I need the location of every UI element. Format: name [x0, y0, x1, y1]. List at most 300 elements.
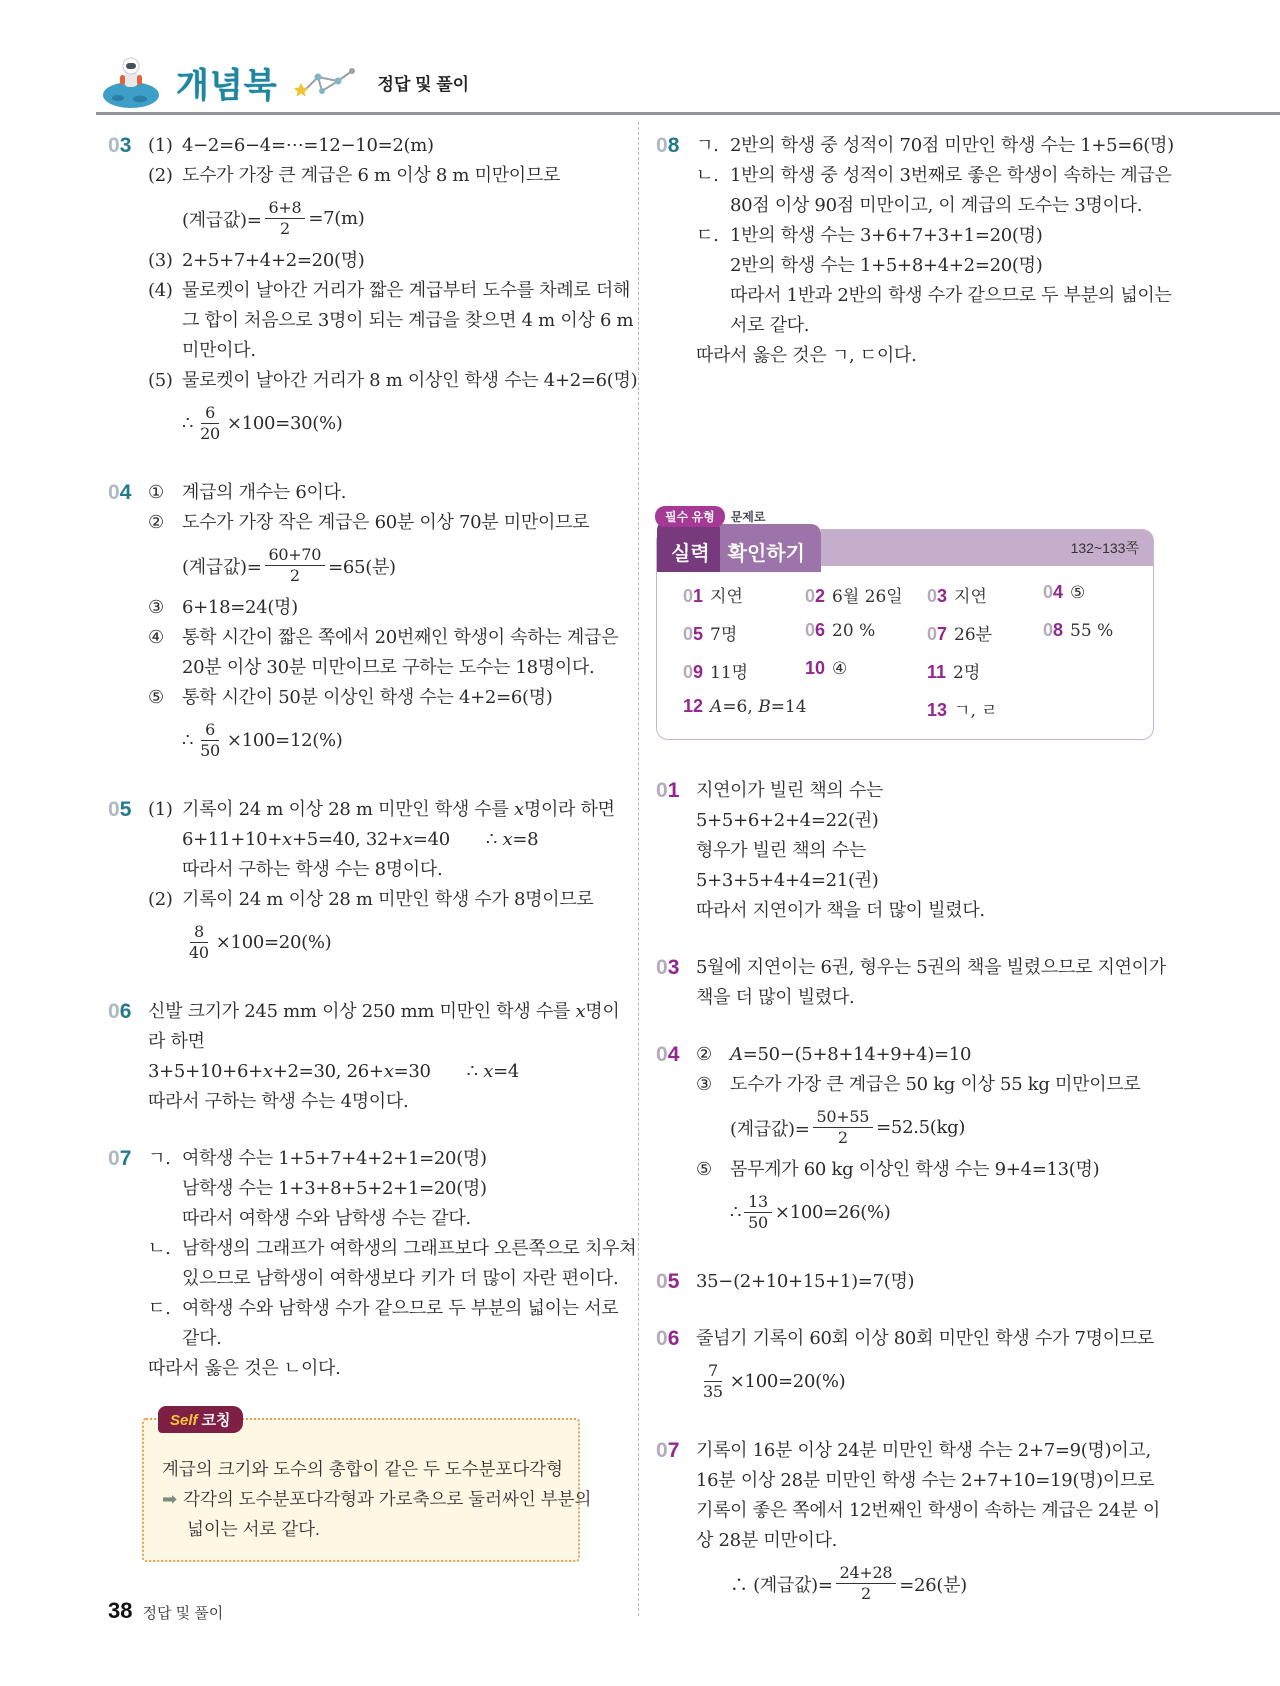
text-segment: ∴ [182, 413, 194, 434]
text-segment: 3+5+10+6+ [148, 1061, 263, 1082]
fraction-denominator: 20 [200, 424, 220, 443]
answer-value [1070, 583, 1085, 603]
number-digit: 0 [108, 1147, 120, 1170]
number-digit: 0 [927, 586, 938, 606]
solution-line [696, 1155, 1168, 1185]
answer-number [683, 586, 703, 606]
answer-item-11 [927, 658, 1043, 683]
answer-value [953, 663, 980, 683]
number-digit: 5 [667, 1270, 680, 1293]
text-segment: 라 하면 [148, 1031, 205, 1052]
math-variable: x [502, 829, 513, 850]
number-digit: 1 [683, 696, 694, 716]
header-rule [96, 112, 1280, 115]
answer-value [832, 659, 847, 679]
fraction-numerator: 7 [704, 1361, 722, 1382]
text-segment: 그 합이 처음으로 3명이 되는 계급을 찾으면 4 m 이상 6 m [182, 310, 634, 331]
solution-line [696, 1070, 1168, 1100]
text-segment: 2+5+7+4+2=20(명) [182, 250, 365, 271]
number-digit: 4 [1053, 582, 1064, 602]
text-segment: 따라서 구하는 학생 수는 4명이다. [148, 1091, 409, 1112]
self-coaching-lines [162, 1454, 592, 1544]
item-label: ③ [148, 597, 164, 618]
math-variable: x [483, 1061, 494, 1082]
solution-line [696, 1496, 1168, 1526]
text-segment: 물로켓이 날아간 거리가 짧은 계급부터 도수를 차례로 더해 [182, 280, 631, 301]
fraction-numerator: 24+28 [836, 1563, 897, 1584]
solution-line [148, 396, 637, 451]
text-segment: 기록이 24 m 이상 28 m 미만인 학생 수를 [182, 799, 514, 820]
problem-body [696, 776, 1168, 926]
text-segment: 지연 [710, 587, 743, 607]
item-label: ㄷ. [696, 225, 719, 246]
text-segment: 따라서 1반과 2반의 학생 수가 같으므로 두 부분의 넓이는 [730, 285, 1172, 306]
solution-line [696, 161, 1174, 191]
solution-line [148, 593, 618, 623]
math-variable: x [575, 1001, 586, 1022]
problem-body [148, 795, 615, 970]
number-digit: 1 [693, 586, 704, 606]
number-digit: 1 [805, 658, 816, 678]
item-label: ㄷ. [148, 1298, 171, 1319]
text-segment: 따라서 지연이가 책을 더 많이 빌렸다. [696, 900, 985, 921]
number-digit: 9 [693, 662, 704, 682]
problem-body [148, 478, 618, 768]
astronaut-logo-icon [100, 55, 162, 109]
item-label: (3) [148, 250, 173, 271]
problem-body [148, 131, 637, 451]
problem-07 [656, 1436, 1168, 1611]
text-segment: 따라서 여학생 수와 남학생 수는 같다. [182, 1208, 471, 1229]
text-segment: ∴ (계급값)= [730, 1574, 833, 1596]
solution-line [148, 1264, 636, 1294]
number-digit: 0 [656, 1439, 668, 1462]
answer-number [1043, 620, 1063, 640]
problem-07 [108, 1144, 637, 1384]
problem-05 [108, 795, 613, 970]
text-segment: ∴ [466, 1061, 484, 1082]
number-digit: 4 [667, 1043, 680, 1066]
constellation-icon [292, 65, 364, 99]
text-segment: 계급의 개수는 6이다. [182, 482, 347, 503]
fraction-denominator: 2 [279, 219, 290, 238]
text-segment: 55 % [1070, 621, 1114, 641]
solution-line [696, 341, 1174, 371]
text-segment: ∴ [730, 1202, 742, 1223]
text-segment: 통학 시간이 짧은 쪽에서 20번째인 학생이 속하는 계급은 [182, 627, 619, 648]
text-segment: 형우가 빌린 책의 수는 [696, 840, 867, 861]
text-segment: 20 % [832, 621, 876, 641]
problem-05 [656, 1267, 1168, 1297]
problem-number [656, 776, 696, 926]
text-segment: 도수가 가장 큰 계급은 6 m 이상 8 m 미만이므로 [182, 165, 561, 186]
item-label: (5) [148, 370, 173, 391]
problem-number [656, 1436, 696, 1611]
answer-box-page-range: 132~133쪽 [821, 530, 1153, 566]
solution-line [696, 1526, 1168, 1556]
text-segment: ∴ [182, 730, 194, 751]
page-header [100, 52, 469, 112]
solution-line [696, 191, 1174, 221]
solution-line [148, 1144, 636, 1174]
text-segment: 16분 이상 28분 미만인 학생 수는 2+7+10=19(명)이므로 [696, 1470, 1155, 1491]
text-segment: 넓이는 서로 같다. [187, 1519, 320, 1539]
problem-body [148, 997, 619, 1117]
answer-number [805, 586, 825, 606]
number-digit: 0 [108, 798, 120, 821]
solution-line [148, 306, 637, 336]
answer-item-12 [683, 696, 927, 721]
text-segment: ⑤ [1070, 583, 1086, 603]
text-segment: 도수가 가장 작은 계급은 60분 이상 70분 미만이므로 [182, 512, 590, 533]
answer-value [832, 621, 875, 641]
problem-03 [656, 953, 1168, 1013]
solution-line [148, 653, 618, 683]
text-segment: (계급값)= [182, 209, 262, 231]
text-segment: 35−(2+10+15+1)=7(명) [696, 1271, 915, 1292]
self-coaching-badge [158, 1406, 243, 1433]
text-segment: 20분 이상 30분 미만이므로 구하는 도수는 18명이다. [182, 657, 595, 678]
text-segment: =6, [722, 697, 759, 717]
answer-number [683, 662, 703, 682]
answer-item-01 [683, 582, 805, 607]
text-segment: 여학생 수는 1+5+7+4+2+1=20(명) [182, 1148, 487, 1169]
answer-number [805, 620, 825, 640]
text-segment: 줄넘기 기록이 60회 이상 80회 미만인 학생 수가 7명이므로 [696, 1328, 1154, 1349]
number-digit: 3 [937, 700, 948, 720]
answer-value [710, 587, 743, 607]
answer-item-10 [805, 658, 927, 683]
fraction [836, 1563, 897, 1604]
solution-line [148, 191, 637, 246]
fraction-denominator: 40 [189, 943, 209, 962]
solution-line [148, 478, 618, 508]
solution-line [148, 825, 615, 855]
text-segment: 지연이가 빌린 책의 수는 [696, 780, 884, 801]
text-segment: =65(분) [328, 556, 396, 578]
item-label: ② [148, 512, 164, 533]
text-segment: 따라서 옳은 것은 ㄴ이다. [148, 1358, 341, 1379]
problem-number [656, 1040, 696, 1240]
item-label: (1) [148, 135, 173, 156]
text-segment: 따라서 구하는 학생 수는 8명이다. [182, 859, 443, 880]
right-column [656, 131, 1174, 1638]
solution-line [696, 953, 1168, 983]
number-digit: 3 [119, 134, 132, 157]
number-digit: 8 [667, 134, 680, 157]
number-digit: 4 [119, 481, 132, 504]
number-digit: 0 [683, 586, 694, 606]
answer-value [710, 697, 807, 717]
text-segment: 1반의 학생 중 성적이 3번째로 좋은 학생이 속하는 계급은 [730, 165, 1172, 186]
text-segment: ×100=30(%) [226, 413, 343, 434]
text-segment: 통학 시간이 50분 이상인 학생 수는 4+2=6(명) [182, 687, 553, 708]
problem-06 [656, 1324, 1168, 1409]
answer-number [683, 624, 703, 644]
problem-number [656, 1267, 696, 1297]
answer-box-tags [655, 506, 765, 527]
number-digit: 6 [815, 620, 826, 640]
number-digit: 3 [667, 956, 680, 979]
brand-title: 개념북 [176, 66, 278, 105]
solution-line [696, 983, 1168, 1013]
solution-line [696, 311, 1174, 341]
answer-box-tag-suffix: 문제로 [730, 510, 766, 524]
number-digit: 7 [119, 1147, 132, 1170]
fraction [699, 1361, 727, 1402]
solution-line [148, 1324, 636, 1354]
text-segment: 7명 [710, 625, 738, 645]
solution-line [148, 997, 619, 1027]
text-segment: 기록이 16분 이상 24분 미만인 학생 수는 2+7=9(명)이고, [696, 1440, 1151, 1461]
answer-value [832, 587, 903, 607]
number-digit: 5 [119, 798, 132, 821]
problem-08 [656, 131, 1174, 371]
text-segment: 신발 크기가 245 mm 이상 250 mm 미만인 학생 수를 [148, 1001, 576, 1022]
text-segment: ×100=26(%) [774, 1202, 891, 1223]
text-segment: 책을 더 많이 빌렸다. [696, 987, 855, 1008]
fraction-numerator: 6+8 [265, 198, 306, 219]
number-digit: 0 [656, 779, 668, 802]
text-segment: (계급값)= [730, 1118, 810, 1140]
text-segment: 같다. [182, 1328, 222, 1349]
fraction-denominator: 50 [200, 741, 220, 760]
right-top-problems [656, 131, 1174, 371]
solution-line [148, 366, 637, 396]
solution-line [696, 1324, 1168, 1354]
text-segment: 명이라 하면 [523, 799, 615, 820]
fraction-numerator: 13 [744, 1192, 772, 1213]
solution-line [696, 806, 1168, 836]
number-digit: 0 [656, 1270, 668, 1293]
math-variable: x [383, 1061, 394, 1082]
fraction [196, 720, 224, 761]
number-digit: 1 [936, 662, 947, 682]
number-digit: 0 [108, 481, 120, 504]
item-label: ⑤ [148, 687, 164, 708]
number-digit: 3 [937, 586, 948, 606]
math-variable: A [710, 697, 723, 717]
solution-line [148, 795, 615, 825]
fraction [265, 198, 306, 239]
number-digit: 0 [683, 624, 694, 644]
math-variable: x [402, 829, 413, 850]
answer-number [927, 586, 947, 606]
text-segment: =14 [770, 697, 807, 717]
problem-number [108, 131, 148, 451]
text-segment: =50−(5+8+14+9+4)=10 [742, 1044, 972, 1065]
number-digit: 0 [805, 586, 816, 606]
problem-01 [656, 776, 1168, 926]
answer-item-09 [683, 658, 805, 683]
text-segment: ④ [832, 659, 848, 679]
fraction-numerator: 6 [201, 720, 219, 741]
solution-line [148, 1354, 636, 1384]
fraction-numerator: 50+55 [813, 1107, 874, 1128]
self-badge-ko: 코칭 [201, 1412, 231, 1429]
text-segment: =52.5(kg) [876, 1117, 966, 1138]
problem-number [656, 953, 696, 1013]
item-label: ① [148, 482, 164, 503]
math-variable: A [730, 1044, 743, 1065]
text-segment: ×100=20(%) [215, 932, 332, 953]
solution-line [696, 1185, 1168, 1240]
left-column [108, 131, 638, 1562]
text-segment: 기록이 24 m 이상 28 m 미만인 학생 수가 8명이므로 [182, 889, 594, 910]
solution-line [148, 713, 618, 768]
column-divider [638, 122, 639, 1616]
answer-box-title-1: 실력 [657, 520, 720, 572]
item-label: ② [696, 1044, 712, 1065]
problem-03 [108, 131, 638, 451]
problem-body [696, 1040, 1168, 1240]
solution-line [148, 161, 637, 191]
answer-value [954, 701, 998, 721]
answer-number [927, 700, 947, 720]
solution-line [696, 1466, 1168, 1496]
solution-line [148, 1027, 619, 1057]
text-segment: ×100=12(%) [226, 730, 343, 751]
text-segment: 지연 [954, 587, 987, 607]
solution-line [696, 1556, 1168, 1611]
doc-title: 정답 및 풀이 [377, 74, 470, 94]
text-segment: 남학생의 그래프가 여학생의 그래프보다 오른쪽으로 치우쳐 [182, 1238, 637, 1259]
text-segment: 각각의 도수분포다각형과 가로축으로 둘러싸인 부분의 [183, 1489, 592, 1509]
text-segment: =8 [512, 829, 539, 850]
solution-line [148, 623, 618, 653]
text-segment: 따라서 옳은 것은 ㄱ, ㄷ이다. [696, 345, 917, 366]
answer-box-header [657, 530, 1153, 566]
solution-line [162, 1454, 564, 1484]
math-variable: x [514, 799, 524, 820]
text-segment: 5+5+6+2+4=22(권) [696, 810, 879, 831]
solution-line [148, 508, 618, 538]
solution-line [148, 1174, 636, 1204]
number-digit: 0 [805, 620, 816, 640]
text-segment: (계급값)= [182, 556, 262, 578]
number-digit: 0 [1043, 620, 1054, 640]
number-digit: 0 [656, 956, 668, 979]
item-label: ⑤ [696, 1159, 712, 1180]
problem-body [696, 131, 1174, 371]
answer-box-title-2: 확인하기 [720, 524, 821, 572]
answer-item-03 [927, 582, 1043, 607]
item-label: ㄴ. [696, 165, 719, 186]
text-segment: 도수가 가장 큰 계급은 50 kg 이상 55 kg 미만이므로 [730, 1074, 1141, 1095]
text-segment: 6+18=24(명) [182, 597, 298, 618]
solution-line [696, 866, 1168, 896]
item-label: ㄴ. [148, 1238, 171, 1259]
answer-grid [657, 566, 1153, 739]
answer-check-box [656, 510, 1154, 740]
number-digit: 0 [1043, 582, 1054, 602]
text-segment: 80점 이상 90점 미만이고, 이 계급의 도수는 3명이다. [730, 195, 1143, 216]
fraction-denominator: 2 [861, 1584, 871, 1603]
text-segment: 1반의 학생 수는 3+6+7+3+1=20(명) [730, 225, 1043, 246]
text-segment: 6+11+10+ [182, 829, 283, 850]
solution-line [696, 281, 1174, 311]
number-digit: 8 [1053, 620, 1064, 640]
number-digit: 5 [693, 624, 704, 644]
answer-value [710, 663, 748, 683]
text-segment: 11명 [710, 663, 749, 683]
number-digit: 1 [927, 700, 938, 720]
fraction [196, 403, 224, 444]
math-variable: B [758, 697, 771, 717]
text-segment: 기록이 좋은 쪽에서 12번째인 학생이 속하는 계급은 24분 이 [696, 1500, 1160, 1521]
problem-number [108, 795, 148, 970]
fraction-numerator: 6 [201, 403, 219, 424]
number-digit: 0 [927, 624, 938, 644]
solution-line [148, 1204, 636, 1234]
solution-line [696, 1267, 1168, 1297]
problem-06 [108, 997, 620, 1117]
fraction-denominator: 2 [837, 1128, 848, 1147]
answer-value [954, 587, 987, 607]
number-digit: 7 [937, 624, 948, 644]
footer-label: 정답 및 풀이 [142, 1605, 224, 1622]
fraction [185, 922, 213, 963]
problem-04 [108, 478, 619, 768]
solution-line [696, 221, 1174, 251]
fraction [813, 1107, 874, 1148]
item-label: ③ [696, 1074, 712, 1095]
right-problems [656, 776, 1168, 1611]
answer-number [927, 662, 946, 682]
answer-value [954, 625, 992, 645]
text-segment: 있으므로 남학생이 여학생보다 키가 더 많이 자란 편이다. [182, 1268, 619, 1289]
solution-line [148, 915, 615, 970]
number-digit: 2 [693, 696, 704, 716]
item-label: (4) [148, 280, 173, 301]
number-digit: 0 [656, 134, 668, 157]
answer-item-04 [1043, 582, 1143, 607]
solution-line [148, 1294, 636, 1324]
text-segment: 2반의 학생 수는 1+5+8+4+2=20(명) [730, 255, 1043, 276]
text-segment: 물로켓이 날아간 거리가 8 m 이상인 학생 수는 4+2=6(명) [182, 370, 638, 391]
answer-number [1043, 582, 1063, 602]
item-label: ㄱ. [696, 135, 719, 156]
answer-value [710, 625, 737, 645]
solution-line [696, 1354, 1168, 1409]
text-segment: 상 28분 미만이다. [696, 1530, 838, 1551]
solution-line [696, 836, 1168, 866]
answer-value [1070, 621, 1113, 641]
arrow-icon: ➡ [162, 1489, 178, 1509]
page-number: 38 [108, 1598, 133, 1623]
number-digit: 2 [815, 586, 826, 606]
answer-item-05 [683, 620, 805, 645]
solution-line [148, 538, 618, 593]
text-segment: ×100=20(%) [729, 1371, 846, 1392]
text-segment: 5+3+5+4+4=21(권) [696, 870, 879, 891]
text-segment: ㄱ, ㄹ [954, 701, 998, 721]
fraction [744, 1192, 772, 1233]
text-segment: +2=30, 26+ [272, 1061, 384, 1082]
answer-item-13 [927, 696, 1043, 721]
solution-line [148, 131, 637, 161]
problem-number [108, 478, 148, 768]
solution-line [162, 1514, 560, 1544]
self-coaching-box [142, 1412, 592, 1562]
text-segment: =26(분) [899, 1574, 967, 1596]
problem-number [656, 1324, 696, 1409]
essential-type-badge: 필수 유형 [655, 506, 725, 527]
self-badge-en: Self [170, 1412, 198, 1429]
text-segment: 26분 [954, 625, 993, 645]
text-segment: 여학생 수와 남학생 수가 같으므로 두 부분의 넓이는 서로 [182, 1298, 619, 1319]
fraction [265, 545, 326, 586]
